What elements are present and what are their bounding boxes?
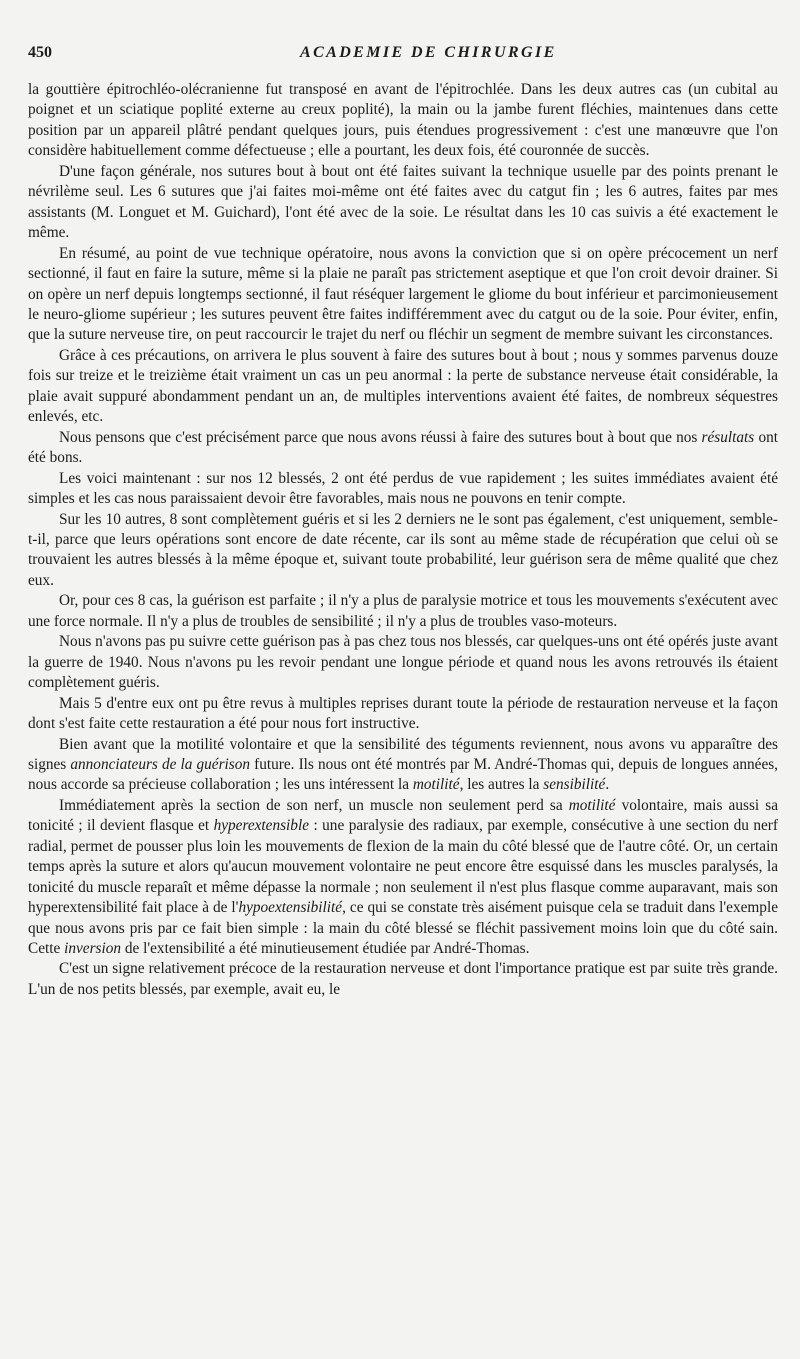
text-run: Nous pensons que c'est précisément parce que nous avons réussi à faire des sutures bout à bout que nos [59,428,702,446]
italic-text: motilité [412,776,460,794]
text-run: , ce qui se constate très aisément puisque cela se traduit dans l'exemple que nous avons pris par ce fait bien simple : la main du côté blessé se fléchit passivement moins loin que du côté sain. Cette [28,899,778,958]
paragraph: Nous n'avons pas pu suivre cette guérison pas à pas chez tous nos blessés, car quelques-uns ont été opérés juste avant la guerre de 1940. Nous n'avons pu les revoir pendant une longue période et quand nous les avons retrouvés ils étaient complètement guéris. [28,633,778,692]
paragraph: D'une façon générale, nos sutures bout à bout ont été faites suivant la technique usuelle par des points prenant le névrilème seul. Les 6 sutures que j'ai faites moi-même ont été faites avec du catgut fin ; les 6 autres, faites par mes assistants (M. Longuet et M. Guichard), l'ont été avec de la soie. Le résultat dans les 10 cas suivis a été exactement le même. [28,162,778,242]
italic-text: résultats [701,428,755,446]
text-run: future. Ils nous ont été montrés par M. André-Thomas qui, depuis de longues années, nous accorde sa précieuse collaboration ; les uns intéressent la [28,755,779,794]
text-run: Bien avant que la motilité volontaire et que la sensibilité des téguments reviennent, nous avons vu apparaître des signes [28,735,778,773]
text-run: : une paralysie des radiaux, par exemple, consécutive à une section du nerf radial, permet de pousser plus loin les mouvements de flexion de la main du côté blessé que de l'autre côté. Or, un certain temps après la suture et alors qu'aucun mouvement volontaire ne peut encore être esquissé dans les muscles paralysés, la tonicité du muscle reparaît et même dépasse la normale ; non seulement il n'est plus flasque comme auparavant, mais son hyperextensibilité fait place à de l' [28,817,778,917]
italic-text: annonciateurs de la guérison [70,755,251,773]
article-body [28,80,778,1000]
text-run: volontaire, mais aussi sa tonicité ; il devient flasque et [28,796,778,835]
text-run: ont été bons. [28,428,779,467]
paragraph: Les voici maintenant : sur nos 12 blessés, 2 ont été perdus de vue rapidement ; les suites immédiates avaient été simples et les cas nous paraissaient devoir être favorables, mais nous ne pouvons en tenir compte. [28,469,778,508]
text-run: Immédiatement après la section de son nerf, un muscle non seulement perd sa [59,796,569,814]
paragraph [28,735,778,796]
page-header [28,44,778,70]
paragraph: Grâce à ces précautions, on arrivera le plus souvent à faire des sutures bout à bout ; nous y sommes parvenus douze fois sur treize et le treizième était vraiment un cas un peu anormal : la perte de substance nerveuse était considérable, la plaie avait suppuré abondamment pendant un an, de multiples interventions avaient été faites, de nombreux séquestres enlevés, etc. [28,346,778,426]
text-run: , les autres la [459,776,544,794]
paragraph: Mais 5 d'entre eux ont pu être revus à multiples reprises durant toute la période de restauration nerveuse et la façon dont s'est faite cette restauration a été pour nous fort instructive. [28,694,778,733]
running-head: ACADEMIE DE CHIRURGIE [300,44,557,61]
paragraph: Sur les 10 autres, 8 sont complètement guéris et si les 2 derniers ne le sont pas également, c'est uniquement, semble-t-il, parce que leurs opérations sont encore de date récente, car ils sont au même stade de récupération que celui où se trouvaient les autres blessés à la même époque et, suivant toute probabilité, leur guérison sera de même qualité que chez eux. [28,510,778,589]
paragraph: En résumé, au point de vue technique opératoire, nous avons la conviction que si on opère précocement un nerf sectionné, il faut en faire la suture, même si la plaie ne paraît pas strictement aseptique et que l'on croit devoir drainer. Si on opère un nerf depuis longtemps sectionné, il faut réséquer largement le gliome du bout inférieur et parcimonieusement le neuro-gliome supérieur ; les sutures peuvent être faites indifféremment avec du catgut ou de la soie. Pour éviter, enfin, que la suture nerveuse tire, on peut raccourcir le trajet du nerf ou fléchir un segment de membre suivant les circonstances. [28,244,778,344]
italic-text: inversion [64,940,122,958]
page-number: 450 [28,44,52,61]
italic-text: motilité [568,796,616,814]
italic-text: sensibilité [543,776,606,794]
paragraph: la gouttière épitrochléo-olécranienne fut transposé en avant de l'épitrochlée. Dans les deux autres cas (un cubital au poignet et un sciatique poplité externe au creux poplité), la main ou la jambe furent fléchies, maintenues dans cette position par un appareil plâtré pendant quelques jours, puis étendues progressivement : c'est une manœuvre que l'on considère habituellement comme défectueuse ; elle a pourtant, les deux fois, été couronnée de succès. [28,81,778,160]
paragraph: C'est un signe relativement précoce de la restauration nerveuse et dont l'importance pratique est par suite très grande. L'un de nos petits blessés, par exemple, avait eu, le [28,960,778,998]
paragraph [28,796,778,960]
text-run: . [605,776,610,794]
italic-text: hyperextensible [213,817,309,835]
paragraph: Or, pour ces 8 cas, la guérison est parfaite ; il n'y a plus de paralysie motrice et tous les mouvements s'exécutent avec une force normale. Il n'y a plus de troubles de sensibilité ; il n'y a plus de troubles vaso-moteurs. [28,592,778,630]
italic-text: hypoextensibilité [238,899,343,917]
paragraph [28,428,778,469]
text-run: de l'extensibilité a été minutieusement étudiée par André-Thomas. [121,940,530,958]
